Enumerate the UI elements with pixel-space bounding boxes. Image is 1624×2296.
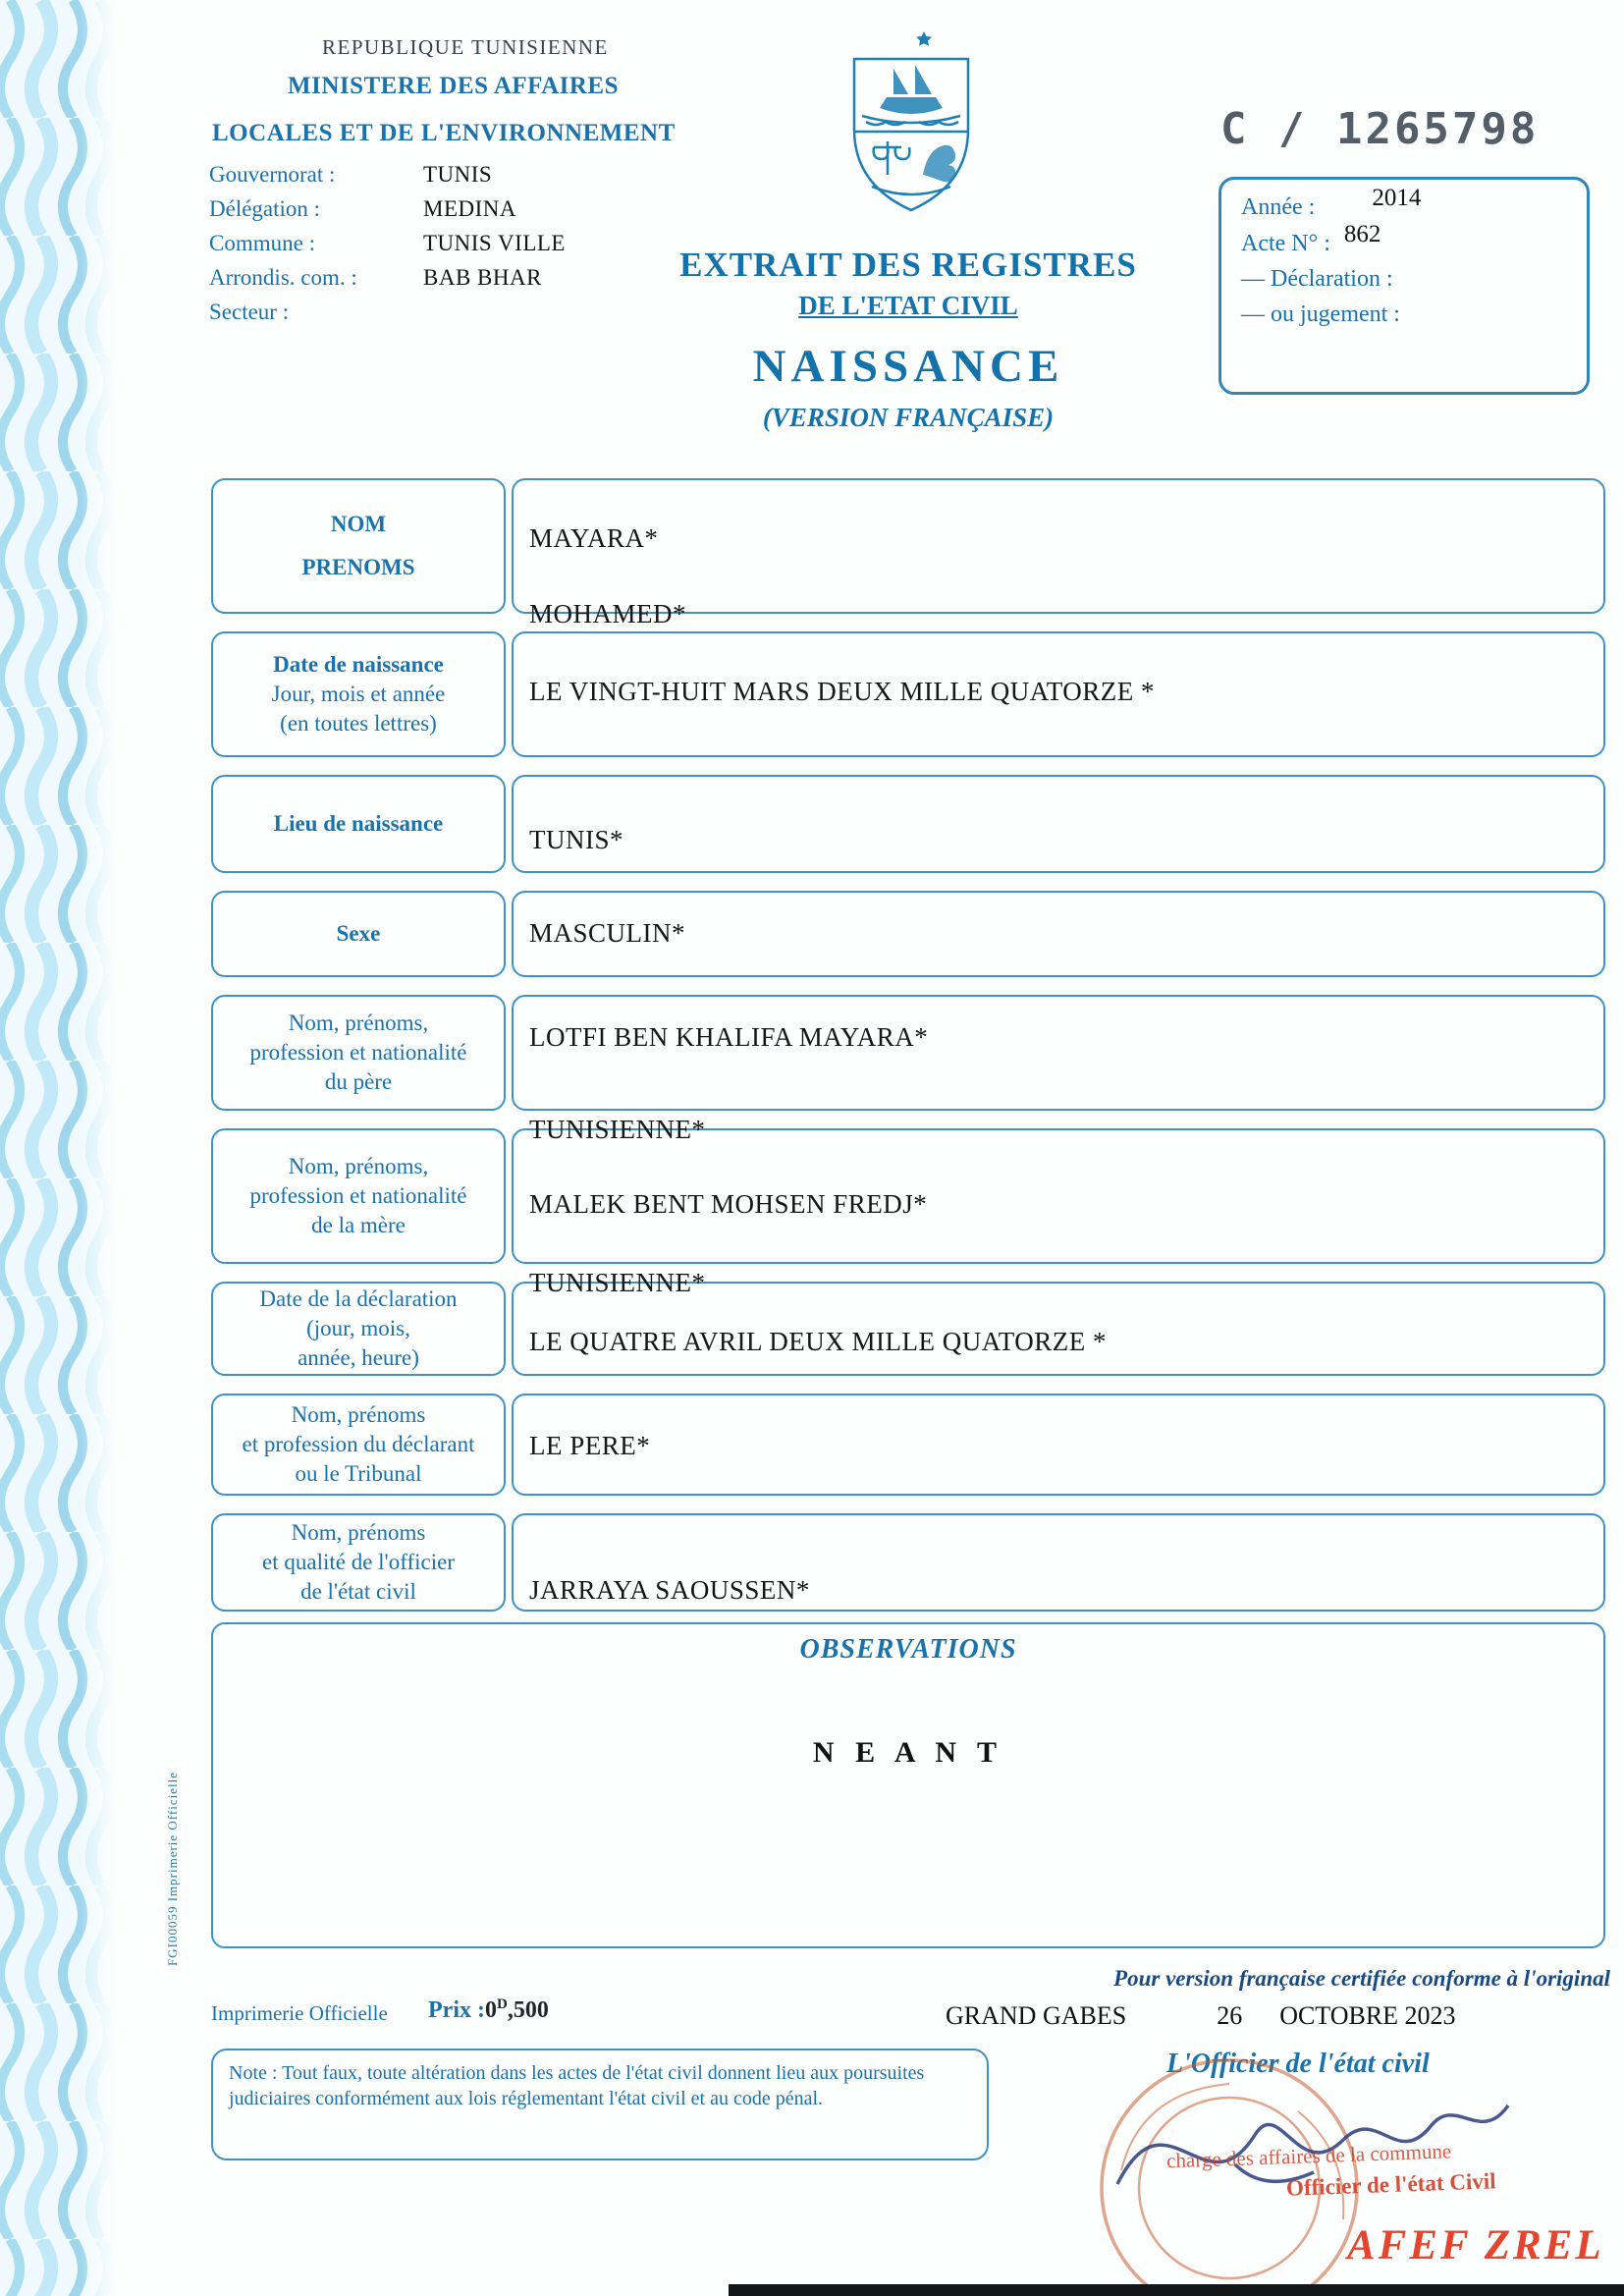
price-label: Prix : — [428, 1997, 485, 2023]
acte-line — [1241, 221, 1567, 257]
annee-value: 2014 — [1372, 185, 1422, 211]
officer-title: L'Officier de l'état civil — [1166, 2049, 1430, 2079]
row-label — [211, 1282, 506, 1376]
row-label — [211, 775, 506, 873]
row-value-line: LE QUATRE AVRIL DEUX MILLE QUATORZE * — [529, 1327, 1107, 1356]
issue-city: GRAND GABES — [946, 2001, 1127, 2030]
table-row-nom-prenoms — [211, 478, 1605, 629]
row-label-line: de la mère — [311, 1212, 406, 1237]
row-value — [512, 995, 1605, 1111]
row-value-line: MASCULIN* — [529, 918, 686, 948]
row-label-line: Sexe — [336, 921, 381, 947]
document-type: NAISSANCE — [752, 341, 1064, 392]
document-title-line2: DE L'ETAT CIVIL — [798, 291, 1018, 320]
row-value — [512, 891, 1605, 977]
field-label: Secteur : — [209, 299, 290, 324]
row-label-line: Jour, mois et année — [271, 682, 446, 707]
table-row-sexe — [211, 891, 1605, 977]
row-label-line: Lieu de naissance — [273, 811, 444, 837]
row-value — [512, 631, 1605, 757]
row-label-line: et qualité de l'officier — [262, 1550, 455, 1575]
signature — [1098, 2037, 1520, 2233]
row-label-line: NOM — [330, 512, 387, 537]
row-value — [512, 1115, 1605, 1264]
acte-value: 862 — [1343, 221, 1381, 247]
field-arrondissement — [209, 260, 566, 295]
row-label-line: Date de la déclaration — [259, 1286, 458, 1312]
annee-line — [1241, 185, 1567, 221]
act-info-box — [1218, 177, 1590, 395]
row-value-line: JARRAYA SAOUSSEN* — [529, 1575, 810, 1605]
row-label-line: Date de naissance — [273, 652, 444, 678]
row-label-line: Nom, prénoms, — [288, 1011, 429, 1036]
stamp-officer-role: Officier de l'état Civil — [1285, 2168, 1496, 2201]
table-row-lieu-naissance — [211, 775, 1605, 873]
field-label: Commune : — [209, 230, 315, 255]
annee-label: Année : — [1241, 194, 1316, 220]
issue-day: 26 — [1217, 2001, 1243, 2030]
ministry-line1: MINISTERE DES AFFAIRES — [288, 73, 620, 99]
table-row-pere — [211, 995, 1605, 1111]
table-row-date-naissance — [211, 631, 1605, 757]
tunisia-emblem — [833, 22, 990, 223]
security-border-pattern — [0, 0, 116, 2296]
row-value-line: MAYARA* — [529, 523, 659, 553]
row-value — [512, 1394, 1605, 1496]
field-commune — [209, 226, 566, 260]
row-label-line: (en toutes lettres) — [280, 710, 437, 736]
row-value-line: LE PERE* — [529, 1431, 651, 1460]
serial-number: C / 1265798 — [1220, 104, 1540, 154]
declaration-label: — Déclaration : — [1241, 266, 1393, 292]
table-row-mere — [211, 1115, 1605, 1264]
table-row-declarant — [211, 1394, 1605, 1496]
row-label-line: du père — [324, 1068, 393, 1094]
row-value — [512, 1268, 1605, 1376]
row-label — [211, 631, 506, 757]
row-label — [211, 891, 506, 977]
observations-box — [211, 1622, 1605, 1948]
field-delegation — [209, 191, 566, 226]
field-value: BAB BHAR — [423, 264, 542, 290]
row-value-line: MOHAMED* — [529, 599, 687, 629]
print-reference-code: FGI00059 Imprimerie Officielle — [165, 1772, 180, 1966]
price-currency: D — [496, 1996, 508, 2012]
row-label-line: (jour, mois, — [306, 1316, 410, 1341]
row-value-line: TUNISIENNE* — [529, 1268, 706, 1297]
row-label-line: Nom, prénoms — [291, 1520, 426, 1546]
field-secteur — [209, 295, 566, 329]
row-label-line: de l'état civil — [300, 1578, 416, 1604]
civil-status-table — [211, 478, 1605, 1612]
row-label — [211, 1128, 506, 1264]
row-value-line: LE VINGT-HUIT MARS DEUX MILLE QUATORZE * — [529, 677, 1155, 706]
field-label: Gouvernorat : — [209, 161, 336, 187]
field-label: Délégation : — [209, 195, 321, 221]
price-int: 0 — [484, 1997, 497, 2023]
row-value-line: TUNIS* — [529, 825, 623, 854]
document-subtitle: (VERSION FRANÇAISE) — [762, 403, 1055, 432]
price-line — [428, 1996, 549, 2024]
row-label — [211, 1394, 506, 1496]
row-label-line: PRENOMS — [301, 555, 415, 579]
row-label-line: profession et nationalité — [249, 1183, 467, 1209]
row-label-line: et profession du déclarant — [242, 1432, 475, 1457]
price-decimals: ,500 — [507, 1997, 549, 2023]
field-value: MEDINA — [423, 195, 516, 221]
acte-label: Acte N° : — [1241, 231, 1330, 256]
printer-name: Imprimerie Officielle — [211, 2001, 388, 2025]
legal-note-box: Note : Tout faux, toute altération dans les actes de l'état civil donnent lieu aux poursuites judiciaires conformément aux lois réglementant l'état civil et au code pénal. — [211, 2049, 989, 2160]
republic-title: REPUBLIQUE TUNISIENNE — [322, 35, 609, 59]
table-row-date-declaration — [211, 1268, 1605, 1376]
field-label: Arrondis. com. : — [209, 264, 357, 290]
document-title-line1: EXTRAIT DES REGISTRES — [679, 246, 1137, 284]
row-value — [512, 1513, 1605, 1612]
row-label — [211, 995, 506, 1111]
row-value-line: TUNISIENNE* — [529, 1115, 706, 1144]
row-value-line: MALEK BENT MOHSEN FREDJ* — [529, 1189, 928, 1219]
row-value — [512, 478, 1605, 629]
stamp-officer-name: AFEF ZREL — [1347, 2222, 1604, 2269]
scan-edge-bar — [729, 2284, 1624, 2296]
row-label-line: année, heure) — [298, 1344, 419, 1370]
observations-title: OBSERVATIONS — [799, 1634, 1017, 1665]
row-label-line: Nom, prénoms — [291, 1402, 426, 1428]
row-label — [211, 478, 506, 614]
row-value — [512, 775, 1605, 873]
row-label-line: Nom, prénoms, — [288, 1154, 429, 1179]
observations-value: N E A N T — [812, 1736, 1004, 1769]
table-row-officier — [211, 1513, 1605, 1612]
row-value-line: LOTFI BEN KHALIFA MAYARA* — [529, 1022, 929, 1052]
ministry-line2: LOCALES ET DE L'ENVIRONNEMENT — [212, 120, 676, 146]
jugement-label: — ou jugement : — [1241, 301, 1400, 327]
issue-month-year: OCTOBRE 2023 — [1279, 2001, 1456, 2030]
row-label-line: profession et nationalité — [249, 1040, 467, 1066]
field-value: TUNIS VILLE — [423, 230, 566, 255]
row-label — [211, 1513, 506, 1612]
field-value: TUNIS — [423, 161, 493, 187]
field-gouvernorat — [209, 157, 566, 191]
row-label-line: ou le Tribunal — [295, 1460, 422, 1486]
administrative-fields — [209, 157, 566, 329]
stamp-function-line: charge des affaires de la commune — [1165, 2139, 1452, 2173]
certification-statement: Pour version française certifiée conforme à l'original — [1113, 1966, 1610, 1991]
